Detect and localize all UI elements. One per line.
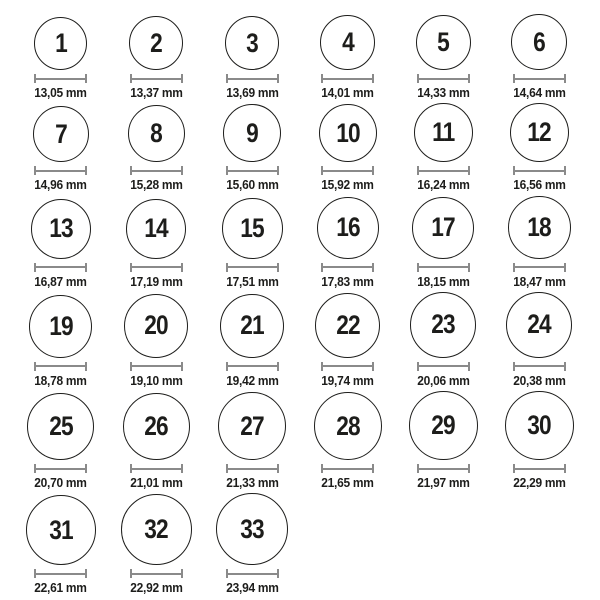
ring-size-number: 14 [144,213,169,244]
diameter-dimension-line [513,263,566,272]
dimension-right-tick [181,263,183,272]
ring-size-number: 2 [150,27,163,58]
dimension-right-tick [277,362,279,371]
chart-row [13,493,587,598]
diameter-label: 14,96 mm [34,177,87,193]
ring-size-number: 15 [240,212,264,243]
diameter-label: 14,64 mm [512,85,566,100]
diameter-dimension-line [417,263,470,272]
ring-circle [129,16,183,70]
ring-size-cell [491,14,587,103]
ring-size-cell [109,294,205,391]
ring-size-cell [109,16,205,103]
ring-size-number: 29 [431,410,456,441]
diameter-dimension-line [34,569,87,578]
dimension-line [36,468,85,470]
chart-row [13,103,587,195]
ring-circle [26,495,96,565]
diameter-dimension-line [226,362,279,371]
ring-circle [128,105,185,162]
diameter-dimension-line [513,464,566,473]
dimension-right-tick [85,569,87,578]
dimension-right-tick [181,74,183,83]
dimension-right-tick [372,166,374,175]
ring-circle [414,103,473,162]
dimension-line [36,78,85,80]
dimension-right-tick [372,464,374,473]
ring-size-number: 4 [341,27,354,57]
ring-size-number: 28 [336,410,360,441]
diameter-dimension-line [321,362,374,371]
dimension-line [132,573,181,575]
diameter-dimension-line [34,263,87,272]
ring-circle [510,103,569,162]
diameter-dimension-line [34,362,87,371]
ring-size-cell [491,391,587,493]
ring-size-number: 1 [54,28,67,58]
dimension-line [36,365,85,367]
ring-size-number: 5 [437,27,450,57]
ring-size-cell [204,294,300,391]
diameter-label: 20,38 mm [512,372,566,388]
diameter-label: 18,47 mm [512,273,566,289]
dimension-line [228,365,277,367]
ring-size-cell [396,292,492,391]
ring-circle [416,15,471,70]
dimension-line [515,170,564,172]
diameter-dimension-line [130,74,183,83]
ring-size-cell [13,295,109,391]
diameter-dimension-line [321,74,374,83]
dimension-line [515,266,564,268]
ring-size-cell [13,393,109,493]
diameter-dimension-line [34,74,87,83]
dimension-line [419,170,468,172]
dimension-right-tick [85,166,87,175]
diameter-dimension-line [513,74,566,83]
dimension-right-tick [468,362,470,371]
ring-size-number: 23 [431,309,456,340]
dimension-line [132,78,181,80]
dimension-line [228,468,277,470]
dimension-right-tick [468,263,470,272]
dimension-line [419,78,468,80]
diameter-label: 21,01 mm [130,475,183,491]
ring-size-cell [204,16,300,103]
ring-circle [319,104,377,162]
dimension-right-tick [181,166,183,175]
ring-circle [123,393,190,460]
diameter-label: 23,94 mm [225,580,279,596]
ring-size-number: 33 [240,513,264,544]
diameter-dimension-line [130,166,183,175]
ring-size-cell [13,106,109,195]
ring-size-number: 24 [527,309,551,340]
ring-size-cell [204,392,300,493]
diameter-label: 19,74 mm [321,372,374,388]
dimension-line [323,170,372,172]
diameter-dimension-line [130,569,183,578]
dimension-line [515,468,564,470]
dimension-line [36,573,85,575]
dimension-right-tick [564,464,566,473]
ring-size-number: 13 [49,213,73,244]
dimension-line [323,78,372,80]
ring-size-cell [396,391,492,493]
ring-circle [409,391,478,460]
ring-size-number: 27 [240,410,264,441]
dimension-line [419,266,468,268]
ring-size-number: 9 [246,117,259,148]
diameter-label: 15,28 mm [130,177,183,193]
ring-size-cell [109,105,205,195]
diameter-label: 15,60 mm [225,177,279,193]
dimension-right-tick [277,569,279,578]
ring-size-number: 7 [54,118,67,149]
diameter-label: 15,92 mm [321,177,374,193]
diameter-label: 14,01 mm [321,85,374,100]
dimension-line [323,365,372,367]
dimension-right-tick [372,74,374,83]
diameter-label: 22,29 mm [512,475,566,491]
dimension-line [132,365,181,367]
dimension-line [132,170,181,172]
ring-size-cell [491,196,587,292]
diameter-label: 18,78 mm [34,372,87,388]
ring-circle [34,17,87,70]
diameter-label: 20,06 mm [417,372,470,388]
ring-circle [220,294,284,358]
dimension-right-tick [277,166,279,175]
ring-circle [216,493,288,565]
ring-circle [314,392,382,460]
ring-size-cell [204,493,300,598]
ring-size-cell [13,17,109,103]
diameter-label: 13,69 mm [225,85,279,100]
chart-row [13,14,587,103]
dimension-right-tick [85,362,87,371]
diameter-label: 21,65 mm [321,475,374,491]
diameter-label: 14,33 mm [417,85,470,100]
ring-circle [320,15,375,70]
ring-circle [317,197,379,259]
diameter-dimension-line [226,263,279,272]
ring-size-number: 30 [527,410,551,441]
ring-size-cell [204,198,300,292]
dimension-right-tick [564,362,566,371]
dimension-line [228,573,277,575]
dimension-line [132,468,181,470]
dimension-right-tick [468,166,470,175]
ring-circle [505,391,574,460]
diameter-dimension-line [130,263,183,272]
diameter-dimension-line [226,464,279,473]
ring-size-cell [13,199,109,292]
dimension-right-tick [181,569,183,578]
ring-size-number: 6 [533,26,546,57]
dimension-right-tick [181,362,183,371]
dimension-right-tick [277,464,279,473]
dimension-right-tick [181,464,183,473]
ring-size-cell [300,197,396,292]
diameter-dimension-line [34,464,87,473]
dimension-line [36,266,85,268]
dimension-line [419,468,468,470]
ring-circle [121,494,192,565]
dimension-right-tick [468,74,470,83]
ring-circle [511,14,567,70]
diameter-label: 16,24 mm [417,177,470,193]
diameter-dimension-line [226,74,279,83]
ring-circle [223,104,281,162]
ring-size-cell [396,197,492,292]
dimension-line [228,78,277,80]
diameter-label: 16,87 mm [34,273,87,289]
ring-circle [222,198,283,259]
ring-size-cell [204,104,300,195]
dimension-line [515,365,564,367]
diameter-label: 21,97 mm [417,475,470,491]
diameter-label: 13,37 mm [130,85,183,100]
diameter-dimension-line [513,362,566,371]
diameter-label: 16,56 mm [512,177,566,193]
ring-circle [508,196,571,259]
ring-size-number: 32 [144,514,169,545]
diameter-dimension-line [417,166,470,175]
ring-size-cell [396,15,492,103]
ring-size-number: 19 [49,310,73,341]
diameter-dimension-line [321,263,374,272]
diameter-label: 21,33 mm [225,475,279,491]
ring-size-cell [396,103,492,195]
ring-circle [506,292,572,358]
dimension-right-tick [372,362,374,371]
diameter-dimension-line [130,464,183,473]
diameter-label: 13,05 mm [34,85,87,100]
dimension-line [323,266,372,268]
ring-size-cell [491,103,587,195]
ring-size-number: 10 [336,117,360,148]
ring-circle [315,293,380,358]
dimension-line [419,365,468,367]
ring-size-number: 21 [240,310,264,341]
ring-size-cell [109,393,205,493]
diameter-dimension-line [321,464,374,473]
dimension-line [228,170,277,172]
ring-circle [124,294,188,358]
ring-size-cell [491,292,587,391]
diameter-dimension-line [226,166,279,175]
ring-circle [29,295,92,358]
ring-circle [27,393,94,460]
ring-circle [126,199,186,259]
diameter-dimension-line [226,569,279,578]
ring-size-number: 20 [144,310,169,341]
ring-size-cell [300,104,396,195]
diameter-label: 17,19 mm [130,273,183,289]
ring-circle [33,106,89,162]
ring-circle [31,199,91,259]
ring-size-number: 25 [49,411,73,442]
ring-size-number: 17 [431,212,456,243]
diameter-dimension-line [321,166,374,175]
diameter-label: 17,83 mm [321,273,374,289]
dimension-right-tick [85,464,87,473]
diameter-dimension-line [417,464,470,473]
dimension-right-tick [277,74,279,83]
chart-row [13,391,587,493]
diameter-label: 22,92 mm [130,580,183,596]
ring-size-number: 3 [246,27,259,58]
dimension-right-tick [85,74,87,83]
dimension-right-tick [85,263,87,272]
diameter-dimension-line [417,74,470,83]
ring-size-cell [300,392,396,493]
diameter-label: 17,51 mm [225,273,279,289]
dimension-line [36,170,85,172]
ring-circle [412,197,474,259]
diameter-label: 22,61 mm [34,580,87,596]
ring-size-cell [300,15,396,103]
ring-circle [218,392,286,460]
ring-size-cell [109,199,205,292]
diameter-label: 18,15 mm [417,273,470,289]
dimension-right-tick [277,263,279,272]
dimension-line [323,468,372,470]
diameter-label: 19,42 mm [225,372,279,388]
dimension-right-tick [564,74,566,83]
chart-row [13,196,587,292]
diameter-dimension-line [34,166,87,175]
diameter-dimension-line [130,362,183,371]
dimension-right-tick [564,166,566,175]
dimension-right-tick [372,263,374,272]
ring-size-cell [13,495,109,598]
ring-size-number: 22 [336,309,360,340]
ring-size-number: 12 [527,117,551,148]
ring-size-cell [300,293,396,391]
ring-size-number: 11 [432,117,455,148]
ring-size-number: 18 [527,211,551,242]
ring-size-number: 26 [144,411,169,442]
ring-size-cell [109,494,205,598]
dimension-right-tick [564,263,566,272]
diameter-dimension-line [513,166,566,175]
chart-row [13,292,587,391]
dimension-line [515,78,564,80]
diameter-label: 19,10 mm [130,372,183,388]
dimension-right-tick [468,464,470,473]
ring-size-number: 8 [150,118,163,149]
dimension-line [228,266,277,268]
ring-size-number: 16 [336,212,360,243]
diameter-label: 20,70 mm [34,475,87,491]
ring-circle [410,292,476,358]
ring-circle [225,16,279,70]
diameter-dimension-line [417,362,470,371]
ring-size-number: 31 [49,514,73,545]
dimension-line [132,266,181,268]
